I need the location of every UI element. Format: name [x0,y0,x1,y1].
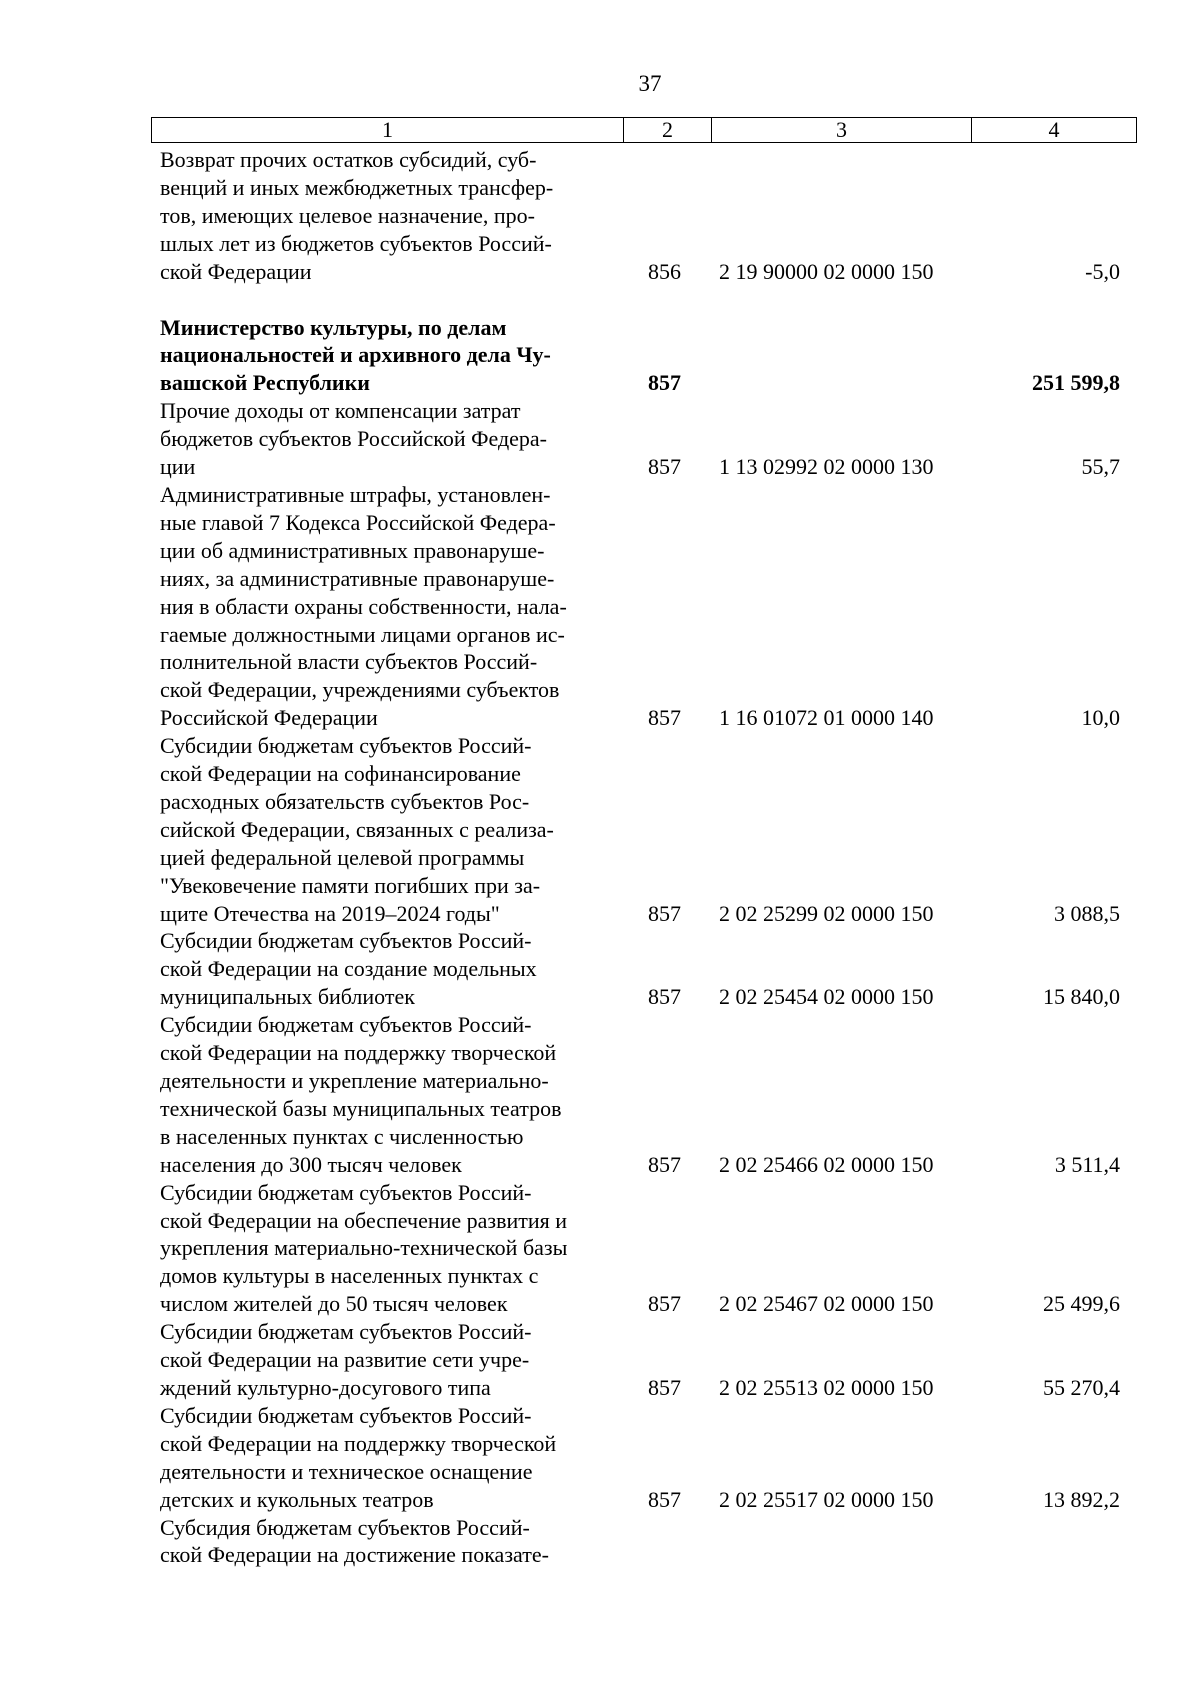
row-description: Прочие доходы от компенсации затрат бюджетов субъектов Российской Федера- ции [160,398,547,480]
table-row [160,732,1130,927]
table-row [160,1402,1130,1514]
column-header-2: 2 [624,118,712,142]
row-budget-code: 2 02 25513 02 0000 150 [719,1374,934,1400]
row-budget-code: 2 19 90000 02 0000 150 [719,258,934,284]
row-budget-code: 2 02 25466 02 0000 150 [719,1151,934,1177]
row-budget-code: 1 16 01072 01 0000 140 [719,705,934,731]
table-row [160,397,1130,481]
row-description: Возврат прочих остатков субсидий, суб- венций и иных межбюджетных трансфер- тов, имеющих целевое назначение, про- шлых лет из бюджетов субъектов Россий- ской Федерации [160,147,554,284]
row-amount: 251 599,8 [1032,370,1120,396]
row-admin-code: 857 [648,705,681,731]
row-admin-code: 857 [648,370,681,396]
table-row [160,1318,1130,1402]
table-row [160,1514,1130,1570]
table-row [160,927,1130,1011]
row-description: Субсидии бюджетам субъектов Россий- ской Федерации на обеспечение развития и укрепления материально-технической базы домов культуры в населенных пунктах с числом жителей до 50 тысяч человек [160,1179,568,1317]
table-row [160,314,1130,398]
row-amount: 10,0 [1081,705,1120,731]
table-header-row [151,117,1137,143]
row-admin-code: 857 [648,1291,681,1317]
column-header-4: 4 [1048,117,1060,142]
row-admin-code: 857 [648,1374,681,1400]
row-budget-code: 2 02 25299 02 0000 150 [719,900,934,926]
row-description: Субсидии бюджетам субъектов Россий- ской Федерации на создание модельных муниципальных библиотек [160,928,537,1010]
row-admin-code: 857 [648,984,681,1010]
table-row [160,481,1130,732]
column-header-1: 1 [152,118,624,142]
column-header-3: 3 [712,118,972,142]
row-budget-code: 2 02 25467 02 0000 150 [719,1291,934,1317]
row-budget-code: 2 02 25454 02 0000 150 [719,984,934,1010]
row-description: Административные штрафы, установлен- ные главой 7 Кодекса Российской Федера- ции об административных правонаруше- ниях, за административные правонаруше- ния в области охраны собственности, нала- гаемые должностными лицами органов ис- полнительной власти субъектов Россий- ской Федерации, учреждениями субъектов Российской Федерации [160,481,567,731]
table-row [160,146,1130,286]
row-description: Субсидии бюджетам субъектов Россий- ской Федерации на поддержку творческой деятельности и укрепление материально- технической базы муниципальных театров в населенных пунктах с численностью населения до 300 тысяч человек [160,1012,562,1177]
table-row [160,1179,1130,1319]
row-amount: 13 892,2 [1043,1486,1120,1512]
row-admin-code: 857 [648,1486,681,1512]
row-amount: -5,0 [1085,258,1120,284]
row-description: Субсидии бюджетам субъектов Россий- ской Федерации на развитие сети учре- ждений культурно-досугового типа [160,1319,532,1400]
row-admin-code: 857 [648,454,681,480]
row-description: Субсидия бюджетам субъектов Россий- ской Федерации на достижение показате- [160,1514,549,1568]
page-number: 37 [638,71,662,96]
row-budget-code: 1 13 02992 02 0000 130 [719,454,934,480]
row-admin-code: 856 [648,258,681,284]
row-amount: 55,7 [1081,454,1120,480]
row-amount: 15 840,0 [1043,984,1120,1010]
row-amount: 3 511,4 [1054,1151,1120,1177]
row-amount: 25 499,6 [1043,1291,1120,1317]
row-amount: 55 270,4 [1043,1374,1120,1400]
row-description: Субсидии бюджетам субъектов Россий- ской Федерации на софинансирование расходных обязательств субъектов Рос- сийской Федерации, связанных с реализа- цией федеральной целевой программы "Увековечение памяти погибших при за- щите Отечества на 2019–2024 годы" [160,733,554,926]
table-row [160,1011,1130,1178]
row-description: Министерство культуры, по делам национальностей и архивного дела Чу- вашской Республики [160,314,551,396]
row-amount: 3 088,5 [1054,900,1120,926]
row-admin-code: 857 [648,900,681,926]
row-budget-code: 2 02 25517 02 0000 150 [719,1486,934,1512]
table-body [160,146,1130,1569]
row-admin-code: 857 [648,1151,681,1177]
row-description: Субсидии бюджетам субъектов Россий- ской Федерации на поддержку творческой деятельности и техническое оснащение детских и кукольных театров [160,1402,557,1512]
